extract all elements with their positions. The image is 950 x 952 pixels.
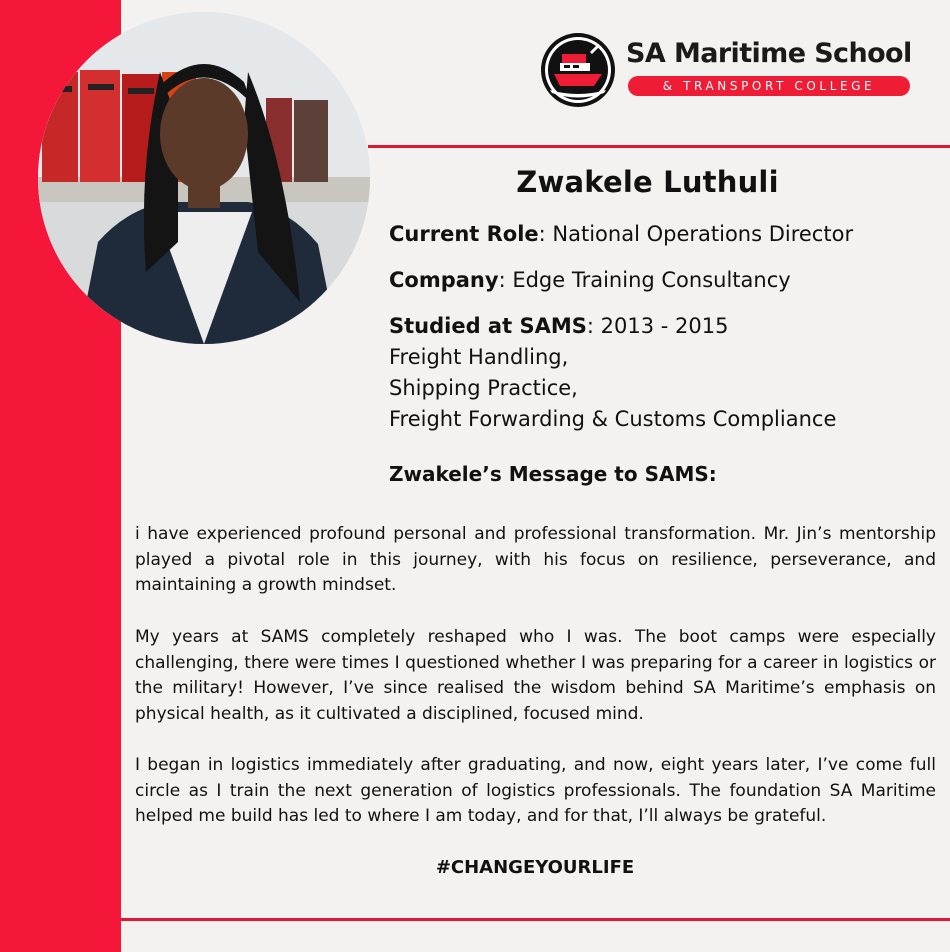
course-item: Shipping Practice,: [389, 376, 578, 400]
logo-subtitle: & TRANSPORT COLLEGE: [628, 76, 910, 96]
studied-years: : 2013 - 2015: [586, 314, 729, 338]
current-role-value: : National Operations Director: [538, 222, 854, 246]
company-value: : Edge Training Consultancy: [498, 268, 791, 292]
portrait-photo: [38, 12, 370, 344]
message-paragraph: My years at SAMS completely reshaped who I was. The boot camps were especially challenging, there were times I questioned whether I was preparing for a career in logistics or the military! However, I’ve since realised the wisdom behind SA Maritime’s emphasis on physical health, as it cultivated a disciplined, focused mind.: [135, 627, 936, 724]
portrait-illustration: [38, 12, 370, 344]
message-paragraph: I began in logistics immediately after graduating, and now, eight years later, I’ve come full circle as I train the next generation of logistics professionals. The foundation SA Maritime helped me build has led to where I am today, and for that, I’ll always be grateful.: [135, 755, 936, 826]
brand-logo: [540, 32, 920, 108]
current-role-line: [389, 219, 853, 250]
studied-label: Studied at SAMS: [389, 314, 587, 338]
message-paragraph: i have experienced profound personal and professional transformation. Mr. Jin’s mentorship played a pivotal role in this journey, with his focus on resilience, perseverance, and maintaining a growth mindset.: [135, 524, 936, 595]
message-heading: Zwakele’s Message to SAMS:: [389, 462, 717, 486]
ship-emblem-icon: [540, 32, 616, 108]
person-name: Zwakele Luthuli: [516, 165, 779, 199]
hashtag: #CHANGEYOURLIFE: [435, 857, 635, 878]
studied-block: [389, 311, 836, 435]
course-item: Freight Handling,: [389, 345, 569, 369]
company-label: Company: [389, 268, 499, 292]
logo-title: SA Maritime School: [626, 38, 912, 69]
course-item: Freight Forwarding & Customs Compliance: [389, 407, 837, 431]
current-role-label: Current Role: [389, 222, 539, 246]
bottom-divider: [121, 918, 950, 921]
studied-line: [389, 311, 836, 342]
company-line: [389, 265, 791, 296]
top-divider: [368, 145, 950, 148]
